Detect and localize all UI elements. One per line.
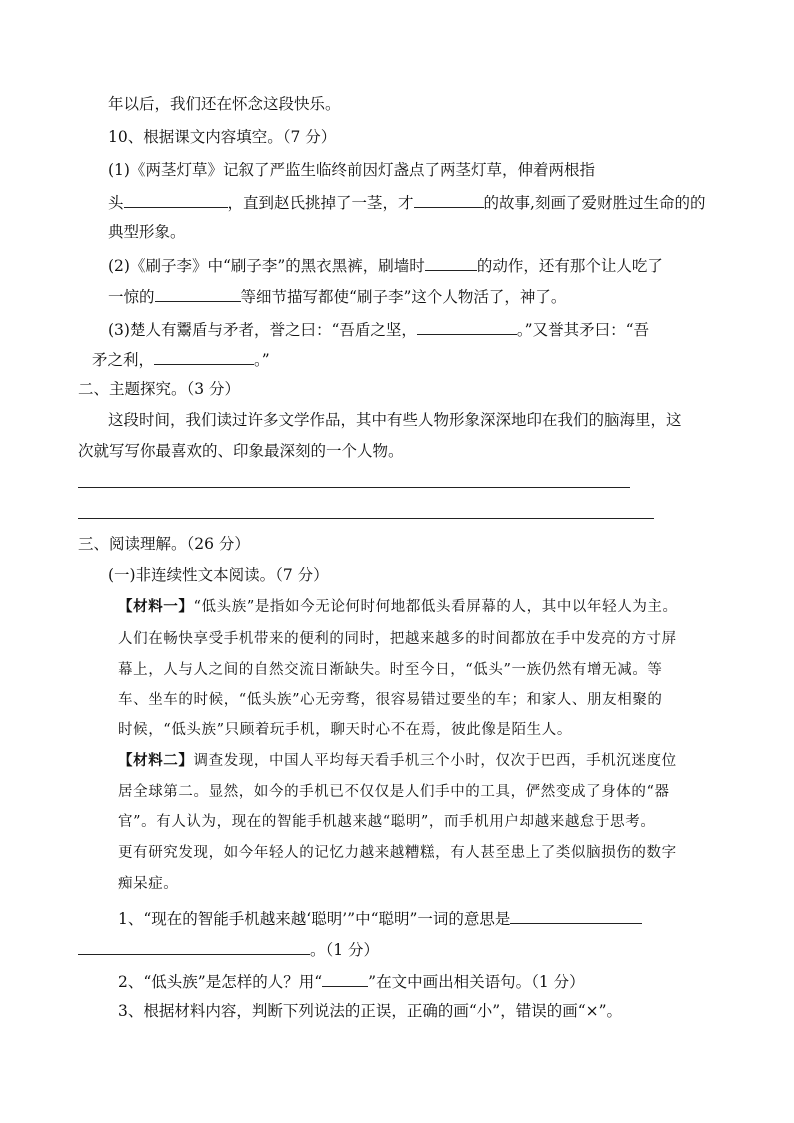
q10-p2-line1 (108, 254, 663, 276)
s3-q2-text: ”在文中画出相关语句。（1 分） (368, 973, 585, 991)
writing-line[interactable] (78, 487, 630, 488)
q10-p3-text: (3)楚人有鬻盾与矛者，誉之曰：“吾盾之坚， (108, 321, 417, 339)
answer-blank[interactable] (154, 348, 254, 365)
s3-q3-line: 3、根据材料内容，判断下列说法的正误，正确的画“小”，错误的画“×”。 (118, 1002, 623, 1020)
q10-p2-line2 (108, 285, 566, 307)
q10-p3-text: 。”又誉其矛曰：“吾 (516, 321, 649, 339)
material2-line2: 居全球第二。显然，如今的手机已不仅仅是人们手中的工具，俨然变成了身体的“器 (118, 784, 670, 800)
s3-q1-line1 (118, 907, 642, 929)
q10-p1-text: ，直到赵氏挑掉了一茎，才 (227, 194, 414, 212)
section2-title: 二、主题探究。（3 分） (78, 380, 241, 398)
material1-line2: 人们在畅快享受手机带来的便利的同时，把越来越多的时间都放在手中发亮的方寸屏 (118, 631, 677, 647)
material1-line3: 幕上，人与人之间的自然交流日渐缺失。时至今日，“低头”一族仍然有增无减。等 (118, 662, 663, 678)
material1-label: 【材料一】 (118, 598, 194, 615)
q10-p3-text: 。” (254, 351, 270, 369)
section3-sub1-title: (一)非连续性文本阅读。（7 分） (108, 566, 329, 584)
answer-blank[interactable] (414, 191, 484, 208)
q10-p1-text: 头 (108, 194, 124, 212)
material2-text: 调查发现，中国人平均每天看手机三个小时，仅次于巴西，手机沉迷度位 (193, 753, 677, 769)
material2-line5: 痴呆症。 (118, 876, 179, 892)
q10-p2-text: 的动作，还有那个让人吃了 (476, 257, 663, 275)
q10-p3-text: 矛之利， (92, 351, 155, 369)
material2-line4: 更有研究发现，如今年轻人的记忆力越来越糟糕，有人甚至患上了类似脑损伤的数字 (118, 845, 677, 861)
material2-line3: 官”。有人认为，现在的智能手机越来越“聪明”，而手机用户却越来越怠于思考。 (118, 814, 656, 830)
writing-line[interactable] (78, 518, 654, 519)
q9-tail-text: 年以后，我们还在怀念这段快乐。 (108, 95, 341, 113)
q10-p2-text: 等细节描写都使“刷子李”这个人物活了，神了。 (240, 288, 567, 306)
material1-line4: 车、坐车的时候，“低头族”心无旁骛，很容易错过要坐的车；和家人、朋友相聚的 (118, 692, 663, 708)
material1-line1 (118, 597, 678, 617)
section2-line2: 次就写写你最喜欢的、印象最深刻的一个人物。 (78, 442, 404, 460)
s3-q2-line (118, 970, 585, 992)
s3-q2-text: 2、“低头族”是怎样的人？用“ (118, 973, 323, 991)
answer-blank[interactable] (510, 907, 642, 924)
q10-p1-line2 (108, 191, 705, 213)
s3-q1-text: 。（1 分） (310, 941, 380, 959)
q10-p1-text: 的故事,刻画了爱财胜过生命的的 (483, 194, 706, 212)
q10-p2-text: (2)《刷子李》中“刷子李”的黑衣黑裤，刷墙时 (108, 257, 425, 275)
answer-blank[interactable] (417, 318, 517, 335)
answer-blank[interactable] (155, 285, 241, 302)
section3-title: 三、阅读理解。（26 分） (78, 535, 250, 553)
answer-blank[interactable] (78, 938, 310, 955)
material2-label: 【材料二】 (118, 752, 194, 769)
q10-p2-text: 一惊的 (108, 288, 155, 306)
s3-q1-text: 1、“现在的智能手机越来越‘聪明’”中“聪明”一词的意思是 (118, 910, 511, 928)
q10-p1-line3: 典型形象。 (108, 223, 186, 241)
q10-p3-line1 (108, 318, 649, 340)
material1-text: “低头族”是指如今无论何时何地都低头看屏幕的人，其中以年轻人为主。 (193, 599, 678, 615)
q10-p3-line2 (92, 348, 270, 370)
underline-mark (322, 970, 368, 987)
answer-blank[interactable] (124, 191, 228, 208)
material1-line5: 时候，“低头族”只顾着玩手机，聊天时心不在焉，彼此像是陌生人。 (118, 722, 572, 738)
material2-line1 (118, 751, 677, 771)
q10-p1-line1: (1)《两茎灯草》记叙了严监生临终前因灯盏点了两茎灯草，伸着两根指 (108, 161, 595, 179)
section2-line1: 这段时间，我们读过许多文学作品，其中有些人物形象深深地印在我们的脑海里，这 (108, 411, 682, 429)
q10-title: 10、根据课文内容填空。（7 分） (108, 128, 337, 146)
s3-q1-line2 (78, 938, 379, 960)
answer-blank[interactable] (425, 254, 477, 271)
